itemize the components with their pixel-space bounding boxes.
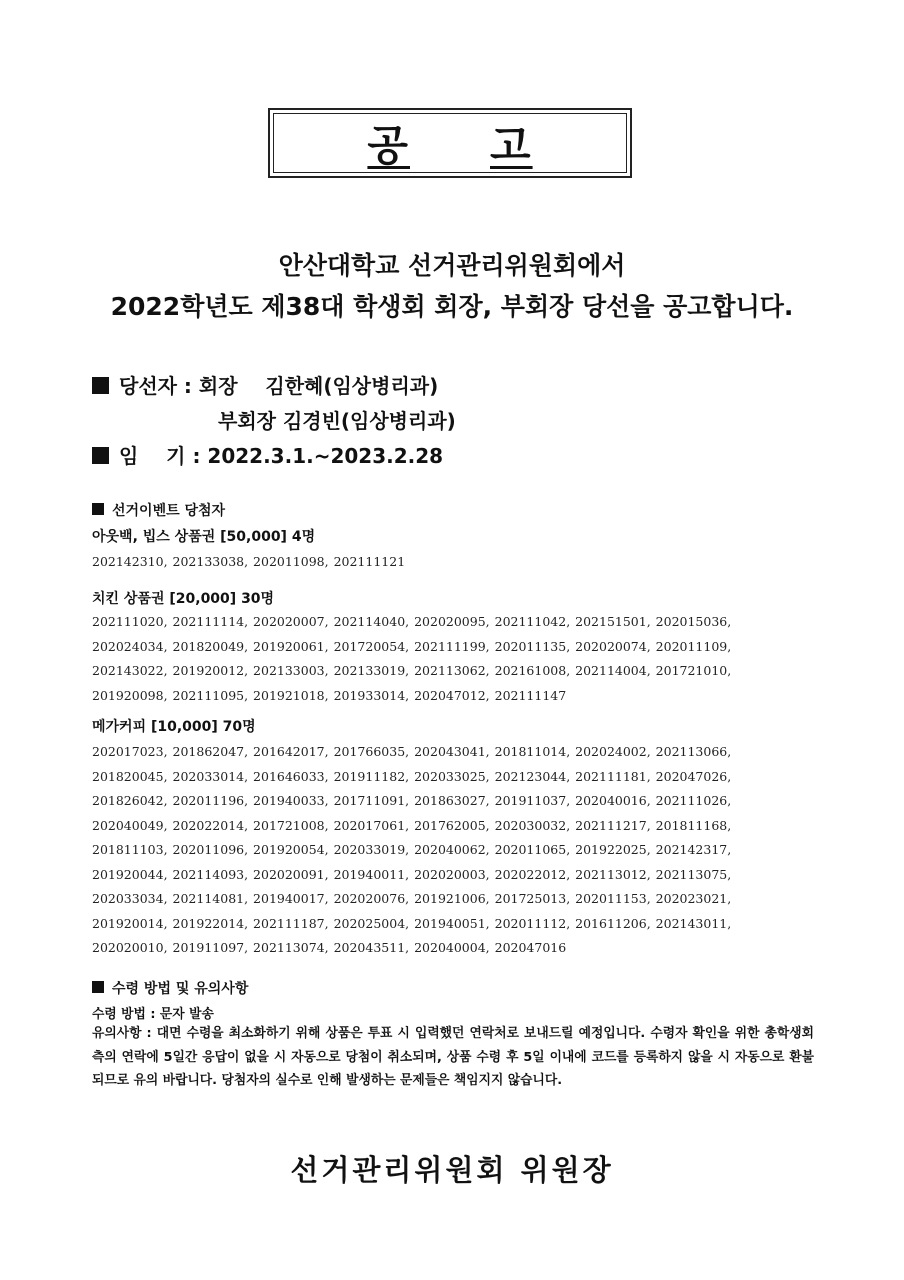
term-value: 2022.3.1.~2023.2.28 <box>207 444 444 468</box>
title-char-right: 고 <box>490 121 533 170</box>
signature: 선거관리위원회 위원장 <box>290 1153 614 1187</box>
receipt-method: 수령 방법 : 문자 발송 <box>92 1007 214 1022</box>
square-bullet-icon <box>92 981 104 993</box>
receipt-section-title: 수령 방법 및 유의사항 <box>92 978 248 998</box>
square-bullet-icon <box>92 503 104 515</box>
prize-winner-ids-chicken: 202111020, 202111114, 202020007, 202114040, 202020095, 202111042, 202151501, 202015036, 202024034, 201820049, 201920061, 201720054, 202111199, 202011135, 202020074, 202011109, 202143022, 201920012, 202133003, 202133019, 202113062, 202161008, 202114004, 201721010, 201920098, 202111095, 201921018, 201933014, 202047012, 202111147 <box>92 614 732 703</box>
title-char-left: 공 <box>367 121 410 170</box>
square-bullet-icon <box>92 447 109 464</box>
prize-winner-ids-outback: 202142310, 202133038, 202011098, 202111121 <box>92 554 406 569</box>
square-bullet-icon <box>92 377 109 394</box>
prize-title-chicken: 치킨 상품권 [20,000] 30명 <box>92 591 275 607</box>
vp-name: 김경빈(임상병리과) <box>282 409 456 433</box>
event-section-title: 선거이벤트 당첨자 <box>92 500 225 520</box>
headline-line-1: 안산대학교 선거관리위원회에서 <box>278 251 626 280</box>
prize-winner-ids-megacoffee: 202017023, 201862047, 201642017, 201766035, 202043041, 201811014, 202024002, 202113066, 201820045, 202033014, 201646033, 201911182, 202033025, 202123044, 202111181, 202047026, 201826042, 202011196, 201940033, 201711091, 201863027, 201911037, 202040016, 202111026, 202040049, 202022014, 201721008, 202017061, 201762005, 202030032, 202111217, 201811168, 201811103, 202011096, 201920054, 202033019, 202040062, 202011065, 201922025, 202142317, 201920044, 202114093, 202020091, 201940011, 202020003, 202022012, 202113012, 202113075, 202033034, 202114081, 201940017, 202020076, 201921006, 201725013, 202011153, 202023021, 201920014, 201922014, 202111187, 202025004, 201940051, 202011112, 201611206, 202143011, 202020010, 201911097, 202113074, 202043511, 202040004, 202047016 <box>92 744 732 955</box>
winners-vp <box>218 405 456 434</box>
prize-title-megacoffee: 메가커피 [10,000] 70명 <box>92 719 256 735</box>
headline-line-2: 2022학년도 제38대 학생회 회장, 부회장 당선을 공고합니다. <box>110 292 794 321</box>
president-name: 김한혜(임상병리과) <box>265 374 439 398</box>
vp-label: 부회장 <box>218 409 276 433</box>
receipt-caution: 유의사항 : 대면 수령을 최소화하기 위해 상품은 투표 시 입력했던 연락처로 보내드릴 예정입니다. 수령자 확인을 위한 총학생회 측의 연락에 5일간 응답이 없을 시 자동으로 당첨이 취소되며, 상품 수령 후 5일 이내에 코드를 등록하지 않을 시 자동으로 환불되므로 유의 바랍니다. 당첨자의 실수로 인해 발생하는 문제들은 책임지지 않습니다. <box>92 1026 814 1088</box>
winners-president <box>92 370 438 399</box>
term-label: 임 기 : <box>119 444 201 468</box>
announcement-title-box <box>268 108 632 178</box>
winners-label: 당선자 : 회장 <box>119 374 238 398</box>
prize-title-outback: 아웃백, 빕스 상품권 [50,000] 4명 <box>92 529 316 545</box>
term <box>92 440 443 469</box>
